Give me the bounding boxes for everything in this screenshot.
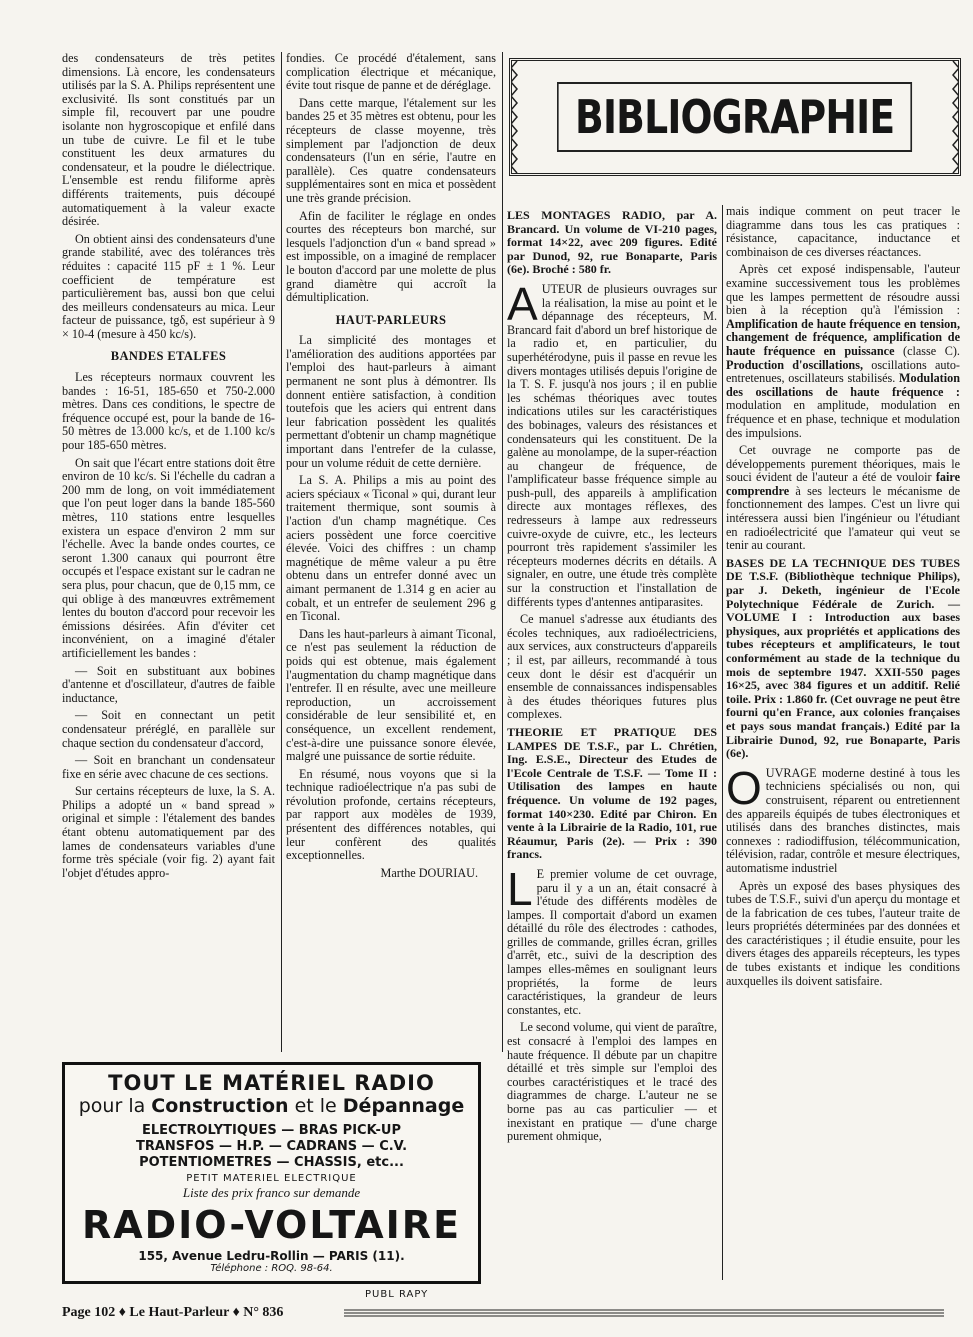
paragraph: AUTEUR de plusieurs ouvrages sur la réalisation, la mise au point et le dépannage des récepteurs, M. Brancard fait d'abord un bref historique de la radio et, en particulier, du superhétérodyne, puis il passe en revue les divers montages utilisés depuis l'origine de la T. S. F. jusqu'à nos jours ; il en publie les schémas théoriques avec toutes indications utiles sur les caractéristiques des bobinages, valeurs des résistances et condensateurs qui les constituent. De la galène au monolampe, de la super-réaction au changeur de fréquence, de l'amplificateur basse fréquence simple au push-pull, des appareils à amplification directe aux montages réflexes, des redresseurs à lampe aux redresseurs cuivre-oxyde de cuivre, etc., les lecteurs pourront très rapidement s'assimiler les récepteurs modernes décrits en détails. A signaler, en outre, une étude très complète sur la construction et l'installation de différents types d'antennes antiparasites. <box>507 277 717 609</box>
paragraph: — Soit en substituant aux bobines d'antenne et d'oscillateur, d'autres de faible inductance, <box>62 663 275 705</box>
book-title: THEORIE ET PRATIQUE DES LAMPES DE T.S.F., par L. Chrétien, Ing. E.S.E., Directeur des Etudes de l'Ecole Centrale de T.S.F. — Tome II : Utilisation des lampes en haute fréquence. Un volume de 192 pages, format 140×230. Edité par Chiron. En vente à la Librairie de la Radio, 101, rue Réaumur, Paris (2e). — Prix : 390 francs. <box>507 724 717 862</box>
paragraph: Dans les haut-parleurs à aimant Ticonal, ce n'est pas seulement la réduction de poids qui est obtenue, mais également l'augmentation du champ magnétique dans l'entrefer. Il en résulte, avec une meilleure reproduction, un accroissement considérable de leur sensibilité et, en conséquence, un excellent rendement, c'est-à-dire une puissance sonore élevée, malgré une puissance de sortie réduite. <box>286 626 496 764</box>
paragraph: fondies. Ce procédé d'étalement, sans complication électrique et mécanique, évite tout risque de panne et de déréglage. <box>286 51 496 93</box>
column-divider <box>722 205 723 1280</box>
paragraph: Sur certains récepteurs de luxe, la S. A. Philips a adopté un « band spread » original et simple : l'étalement des bandes étant obtenu automatiquement par des lames de condensateurs variables d'une forme très spéciale (voir fig. 2) ayant fait l'objet d'études appro- <box>62 784 275 880</box>
paragraph: Le second volume, qui vient de paraître, est consacré à l'emploi des lampes en haute fréquence. Il débute par un chapitre détaillé et très simple sur l'emploi des courbes caractéristiques et le tracé des diagrammes de charge. L'auteur ne se borne pas au cas particulier — et inexistant en pratique — d'une charge purement ohmique, <box>507 1020 717 1144</box>
drop-cap: A <box>507 277 538 330</box>
ad-address: 155, Avenue Ledru-Rollin — PARIS (11). <box>138 1249 405 1263</box>
section-heading: BANDES ETALFES <box>110 349 227 364</box>
paragraph: Cet ouvrage ne comporte pas de développements purement théoriques, mais le souci évident de l'auteur a été de vouloir faire comprendre à ses lecteurs le mécanisme de fonctionnement des lampes. C'est un livre qui intéressera aussi bien l'ingénieur ou l'étudiant en radioélectricité que l'amateur qui veut se tenir au courant. <box>726 443 960 553</box>
zigzag-border-icon <box>511 61 523 173</box>
book-title: LES MONTAGES RADIO, par A. Brancard. Un volume de VI-210 pages, format 14×22, avec 209 figures. Edité par Dunod, 92, rue Bonaparte, Paris (6e). Broché : 580 fr. <box>507 208 717 277</box>
column-1 <box>62 52 275 884</box>
footer-text: Page 102 ♦ Le Haut-Parleur ♦ N° 836 <box>62 1305 284 1320</box>
paragraph: des condensateurs de très petites dimensions. Là encore, les condensateurs utilisés par la S. A. Philips représentent une exclusivité. Ils sont constitués par un simple fil, recouvert par une poudre isolante non hygroscopique et enfilé dans un tube de cuivre. Le fil et le tube constituent les deux armatures du condensateur, et la poudre le diélectrique. L'ensemble est rendu filiforme après différents traitements, puis découpé automatiquement à la valeur exacte désirée. <box>62 51 275 229</box>
paragraph: mais indique comment on peut tracer le diagramme dans tous les cas pratiques : résistance, capacitance, inductance et combinaison de ces diverses réactances. <box>726 204 960 259</box>
paragraph: Après cet exposé indispensable, l'auteur examine successivement tous les problèmes que les lampes permettent de résoudre aussi bien à la réception qu'à l'émission : Amplification de haute fréquence en tension, changement de fréquence, amplification de haute fréquence en puissance (classe C). Production d'oscillations, oscillations auto-entretenues, oscillateurs stabilisés. Modulation des oscillations de haute fréquence : modulation en amplitude, modulation en fréquence et en phase, technique et modulation des impulsions. <box>726 262 960 440</box>
column-divider <box>281 52 282 1052</box>
paragraph: En résumé, nous voyons que si la technique radioélectrique n'a pas subi de révolution profonde, certains récepteurs, par rapport aux modèles de 1939, présentent des différences notables, qui leur confèrent des qualités exceptionnelles. <box>286 766 496 863</box>
ad-product-list: ELECTROLYTIQUES — BRAS PICK-UP TRANSFOS — H.P. — CADRANS — C.V. POTENTIOMETRES — CHASSIS, etc... <box>135 1123 408 1170</box>
book-title: BASES DE LA TECHNIQUE DES TUBES DE T.S.F. (Bibliothèque technique Philips), par J. Deketh, ingénieur de l'Ecole Polytechnique Fédérale de Zurich. — VOLUME I : Introduction aux bases physiques, aux propriétés et applications des tubes récepteurs et amplificateurs, le tout conformément au stade de la technique du mois de septembre 1947. XXII-550 pages 16×25, avec 384 figures et un additif. Relié toile. Prix : 1.860 fr. (Cet ouvrage ne peut être fourni qu'en France, aux colonies françaises et pays sous mandat français.) Edité par la Librairie Dunod, 92, rue Bonaparte, Paris (6e). <box>726 555 960 761</box>
drop-cap: O <box>726 761 762 814</box>
ad-subheadline: pour la Construction et le Dépannage <box>78 1095 465 1117</box>
paragraph: Après un exposé des bases physiques des tubes de T.S.F., suivi d'un aperçu du montage et de la fabrication de ces tubes, l'auteur traite de leurs propriétés déterminées par des données et des caractéristiques ; il étudie ensuite, pour les divers étages des appareils récepteurs, les types de tubes existants et indique les conditions auxquelles ils doivent satisfaire. <box>726 878 960 988</box>
radio-voltaire-advertisement <box>62 1062 481 1284</box>
paragraph: On sait que l'écart entre stations doit être environ de 10 kc/s. Si l'échelle du cadran a 200 mm de long, on voit immédiatement que l'on peut loger dans la bande 185-560 mètres, 110 stations entre lesquelles existera un espace d'environ 2 mm sur l'échelle. Avec la bande ondes courtes, ce seront 1.300 canaux qui pourront être occupés et l'espace existant sur le cadran ne sera plus, pour chacun, que de 0,15 mm, ce qui oblige à des manœuvres extrêmement lentes du bouton d'accord pour recevoir les émissions désirées. Afin d'éviter cet inconvénient, on a imaginé d'étaler artificiellement les bandes : <box>62 455 276 660</box>
paragraph: Afin de faciliter le réglage en ondes courtes des récepteurs bon marché, sur lesquels l'adjonction d'un « band spread » est impossible, on a imaginé de remplacer le bouton d'accord par une molette de plus grand diamètre qui accroît la démultiplication. <box>286 208 496 305</box>
drop-cap: L <box>507 862 533 915</box>
ad-headline: TOUT LE MATÉRIEL RADIO <box>108 1071 435 1095</box>
banner-title: BIBLIOGRAPHIE <box>557 82 912 152</box>
paragraph: On obtient ainsi des condensateurs d'une grande stabilité, avec des tolérances très réduites : capacité 115 pF ± 1 %. Leur coefficient de température est particulièrement bas, aussi bon que celui des meilleurs condensateurs au mica. Leur facteur de puissance, tgδ, est supérieur à 9 × 10-4 (mesure à 450 kc/s). <box>62 231 275 341</box>
column-divider <box>502 52 503 1052</box>
paragraph: — Soit en connectant un petit condensateur préréglé, en parallèle sur chaque section du condensateur d'accord, <box>62 708 275 750</box>
column-2 <box>286 52 496 880</box>
page-footer <box>62 1305 962 1325</box>
paragraph: — Soit en branchant un condensateur fixe en série avec chacune de ces sections. <box>62 753 275 781</box>
author-signature: Marthe DOURIAU. <box>380 865 478 880</box>
paragraph: La S. A. Philips a mis au point des aciers spéciaux « Ticonal » qui, durant leur traitement thermique, sont soumis à l'action d'un champ magnétique. Ces aciers possèdent une force coercitive élevée. Voici des chiffres : un champ magnétique de même valeur a pu être obtenu dans un entrefer donné avec un aimant permanent de 1.314 g en acier au cobalt, et un entrefer de seulement 296 g en Ticonal. <box>286 473 496 624</box>
paragraph: OUVRAGE moderne destiné à tous les techniciens spécialisés ou non, qui construisent, réparent ou entretiennent des appareils équipés de tubes électroniques et utilisés dans des branches distinctes, mais connexes : radiodiffusion, télécommunication, télévision, radar, contrôle et mesure électriques, automatisme industriel <box>726 761 960 875</box>
publicity-credit: PUBL RAPY <box>365 1289 429 1300</box>
paragraph: Les récepteurs normaux couvrent les bandes : 16-51, 185-650 et 750-2.000 mètres. Dans ces conditions, le spectre de fréquence occupé est, pour la bande de 16-50 mètres de 13.000 kc/s, et de 1.100 kc/s pour 185-650 mètres. <box>62 370 275 453</box>
ad-phone: Téléphone : ROQ. 98-64. <box>210 1263 333 1274</box>
paragraph: Ce manuel s'adresse aux étudiants des écoles techniques, aux radioélectriciens, aux services, aux constructeurs d'appareils ; il est, par ailleurs, recommandé à tous ceux dont le désir est d'acquérir un ensemble de connaissances indispensables à des études théoriques futures plus complexes. <box>507 612 717 722</box>
bibliographie-banner <box>509 58 961 176</box>
column-3 <box>507 205 717 1148</box>
ad-brand-name: RADIO-VOLTAIRE <box>81 1203 462 1247</box>
paragraph: La simplicité des montages et l'amélioration des auditions apportées par l'emploi des haut-parleurs à aimant permanent ne sont plus à démontrer. Ils donnent entière satisfaction, à condition toutefois que les aciers qui entrent dans leur fabrication possèdent les qualités permettant d'obtenir un champ magnétique important dans l'entrefer de la culasse, pour un volume réduit de cette dernière. <box>286 333 496 470</box>
section-heading: HAUT-PARLEURS <box>335 312 447 327</box>
footer-rule-icon <box>344 1309 944 1319</box>
column-4 <box>726 205 960 992</box>
ad-price-list-note: Liste des prix franco sur demande <box>182 1185 361 1200</box>
paragraph: Dans cette marque, l'étalement sur les bandes 25 et 35 mètres est obtenu, pour les récepteurs de classe moyenne, très simplement par l'adjonction de deux condensateurs (l'un en série, l'autre en parallèle). Ces quatre condensateurs supplémentaires sont en mica et possèdent une très grande précision. <box>286 95 496 205</box>
ad-small-text: PETIT MATERIEL ELECTRIQUE <box>186 1173 357 1184</box>
zigzag-border-icon <box>947 61 959 173</box>
paragraph: L E premier volume de cet ouvrage, paru il y a un an, était consacré à l'étude des différents modèles de lampes. Il comportait d'abord un examen détaillé du rôle des électrodes : cathodes, grilles de commande, grilles écran, grilles d'arrêt, etc., suivi de la description des lampes elles-mêmes en soulignant leurs propriétés, la forme de leurs caractéristiques, la grandeur de leurs constantes, etc. <box>507 862 717 1017</box>
